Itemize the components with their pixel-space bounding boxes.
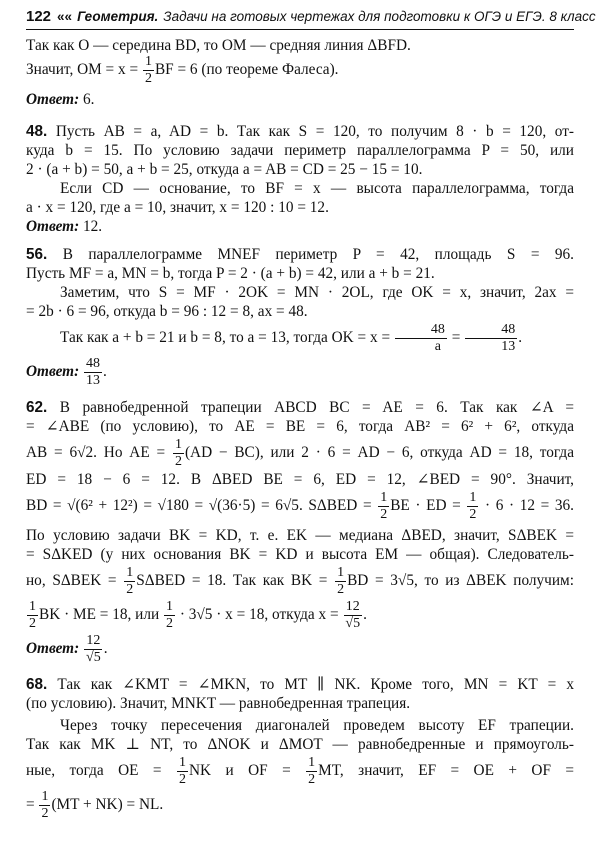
answer-line: Ответ: 12. <box>26 218 103 235</box>
text-line: = $\frac{1}{2}$ (MT + NK) = NL. <box>26 788 164 821</box>
fraction-denominator: √5 <box>86 649 101 665</box>
text-line: По условию задачи BK = KD, т. е. EK — медиана ΔBED, значит, SΔBEK = <box>26 527 574 544</box>
text-line: a · x = 120, где a = 10, значит, x = 120 : 10 = 12. <box>26 199 329 216</box>
fraction <box>124 566 135 597</box>
fraction-denominator: 2 <box>174 453 182 469</box>
text-line: Заметим, что S = MF · 2OK = MN · 2OL, где OK = x, значит, 2ax = <box>60 284 574 301</box>
fraction-numerator: 1 <box>29 598 36 614</box>
fraction-denominator: 2 <box>29 615 36 631</box>
text-line: ED = 18 − 6 = 12. В ΔBED BE = 6, ED = 12, ∠BED = 90°. Значит, <box>26 471 574 488</box>
fraction-numerator: 1 <box>41 788 49 804</box>
fraction <box>177 756 188 787</box>
fraction-numerator: 1 <box>469 489 477 505</box>
fraction-numerator: 1 <box>174 436 182 452</box>
fraction-numerator: 1 <box>380 489 388 505</box>
text-line: Если CD — основание, то BF = x — высота параллелограмма, тогда <box>60 180 574 197</box>
answer-line: Ответ: 6. <box>26 91 95 108</box>
answer-label: Ответ: <box>26 91 80 108</box>
problem-start: 48. Пусть AB = a, AD = b. Так как S = 120, то получим 8 · b = 120, от- <box>26 123 574 140</box>
fraction-numerator: 1 <box>308 754 316 770</box>
answer-line: Ответ: $\frac{48}{13}$ . <box>26 355 107 388</box>
fraction <box>378 491 389 522</box>
fraction <box>39 790 50 821</box>
fraction-numerator: 1 <box>126 564 134 580</box>
fraction <box>27 600 38 631</box>
text-line: Через точку пересечения диагоналей проведем высоту EF трапеции. <box>60 717 574 734</box>
fraction-numerator: 1 <box>178 754 186 770</box>
problem-number: 56. <box>26 246 48 263</box>
spacer <box>26 113 574 122</box>
fraction-denominator: 13 <box>501 338 516 354</box>
fraction-numerator: 48 <box>465 323 517 339</box>
book-title: Геометрия. <box>77 9 159 24</box>
solutions-text <box>26 36 574 822</box>
text-line: = ∠ABE (по условию), то AE = BE = 6, тогда AB² = 6² + 6², откуда <box>26 418 574 435</box>
answer-label: Ответ: <box>26 640 80 657</box>
page-number: 122 <box>26 8 52 25</box>
book-subtitle: Задачи на готовых чертежах для подготовки к ОГЭ и ЕГЭ. 8 класс <box>163 9 596 24</box>
fraction-denominator: √5 <box>345 615 361 631</box>
fraction-denominator: 2 <box>144 71 152 86</box>
header-marker: «« <box>57 9 73 24</box>
fraction-denominator: 2 <box>126 581 134 597</box>
text-line: (по условию). Значит, MNKT — равнобедренная трапеция. <box>26 695 411 712</box>
text-line: Так как O — середина BD, то OM — средняя линия ΔBFD. <box>26 37 411 54</box>
fraction-numerator: 12 <box>86 632 101 648</box>
text-line: $\frac{1}{2}$ BK · ME = 18, или $\frac{1}{2}$ · 3√5 · x = 18, откуда x = $\frac{12}{√5}$ . <box>29 598 367 631</box>
spacer <box>26 666 574 675</box>
fraction <box>465 323 517 354</box>
fraction <box>467 491 478 522</box>
fraction <box>343 600 362 631</box>
fraction-numerator: 1 <box>144 54 152 69</box>
fraction-denominator: 13 <box>86 372 101 388</box>
text-line: = SΔKED (у них основания BK = KD и высота EM — общая). Следователь- <box>26 546 574 563</box>
header-rule <box>26 29 574 30</box>
fraction-numerator: 1 <box>337 564 345 580</box>
fraction-denominator: 2 <box>166 615 173 631</box>
problem-number: 62. <box>26 399 48 416</box>
text-line: ные, тогда OE = $\frac{1}{2}$ NK и OF = $\frac{1}{2}$ MT, значит, EF = OE + OF = <box>26 754 574 787</box>
spacer <box>26 236 574 245</box>
problem-number: 68. <box>26 676 48 693</box>
text-line: 2 · (a + b) = 50, a + b = 25, откуда a = AB = CD = 25 − 15 = 10. <box>26 161 423 178</box>
fraction <box>395 323 447 354</box>
fraction-denominator: 2 <box>178 771 186 787</box>
answer-label: Ответ: <box>26 218 80 235</box>
text-line: Значит, OM = x = $\frac{1}{2}$ BF = 6 (по теореме Фалеса). <box>26 54 339 86</box>
fraction <box>335 566 346 597</box>
fraction <box>143 55 154 86</box>
text-line: Так как MK ⊥ NT, то ΔNOK и ΔMOT — равнобедренные и прямоуголь- <box>26 736 574 753</box>
text-line: Пусть MF = a, MN = b, тогда P = 2 · (a + b) = 42, или a + b = 21. <box>26 265 435 282</box>
problem-number: 48. <box>26 123 48 140</box>
fraction-denominator: 2 <box>337 581 345 597</box>
fraction-numerator: 12 <box>345 598 360 614</box>
answer-line: Ответ: $\frac{12}{√5}$ . <box>26 632 108 665</box>
fraction-numerator: 1 <box>166 598 173 614</box>
fraction-denominator: 2 <box>380 506 388 522</box>
fraction-denominator: 2 <box>308 771 316 787</box>
text-line: Так как a + b = 21 и b = 8, то a = 13, тогда OK = x = $\frac{48}{a}$ = $\frac{48}{13}$ . <box>60 321 523 354</box>
fraction-denominator: 2 <box>469 506 477 522</box>
problem-start: 62. В равнобедренной трапеции ABCD BC = AE = 6. Так как ∠A = <box>26 399 574 416</box>
text-line: = 2b · 6 = 96, откуда b = 96 : 12 = 8, ax = 48. <box>26 303 308 320</box>
spacer <box>26 389 574 398</box>
fraction <box>306 756 317 787</box>
fraction <box>84 634 103 665</box>
text-line: BD = √(6² + 12²) = √180 = √(36·5) = 6√5. SΔBED = $\frac{1}{2}$ BE · ED = $\frac{1}{2}$ · 6 · 12 = 36. <box>26 489 574 522</box>
fraction-denominator: a <box>434 338 442 354</box>
text-line: но, SΔBEK = $\frac{1}{2}$ SΔBED = 18. Так как BK = $\frac{1}{2}$ BD = 3√5, то из ΔBEK получим: <box>26 564 574 597</box>
problem-start: 68. Так как ∠KMT = ∠MKN, то MT ∥ NK. Кроме того, MN = KT = x <box>26 676 574 693</box>
fraction-denominator: 2 <box>41 805 49 821</box>
problem-start: 56. В параллелограмме MNEF периметр P = 42, площадь S = 96. <box>26 246 574 263</box>
fraction-numerator: 48 <box>395 323 447 339</box>
fraction <box>84 357 102 388</box>
page-header <box>26 8 596 25</box>
text-line: AB = 6√2. Но AE = $\frac{1}{2}$ (AD − BC), или 2 · 6 = AD − 6, откуда AD = 18, тогда <box>26 436 574 469</box>
text-line: куда b = 15. По условию задачи периметр параллелограмма P = 50, или <box>26 142 574 159</box>
fraction <box>164 600 175 631</box>
fraction-numerator: 48 <box>86 355 101 371</box>
fraction <box>173 438 184 469</box>
answer-label: Ответ: <box>26 363 80 380</box>
